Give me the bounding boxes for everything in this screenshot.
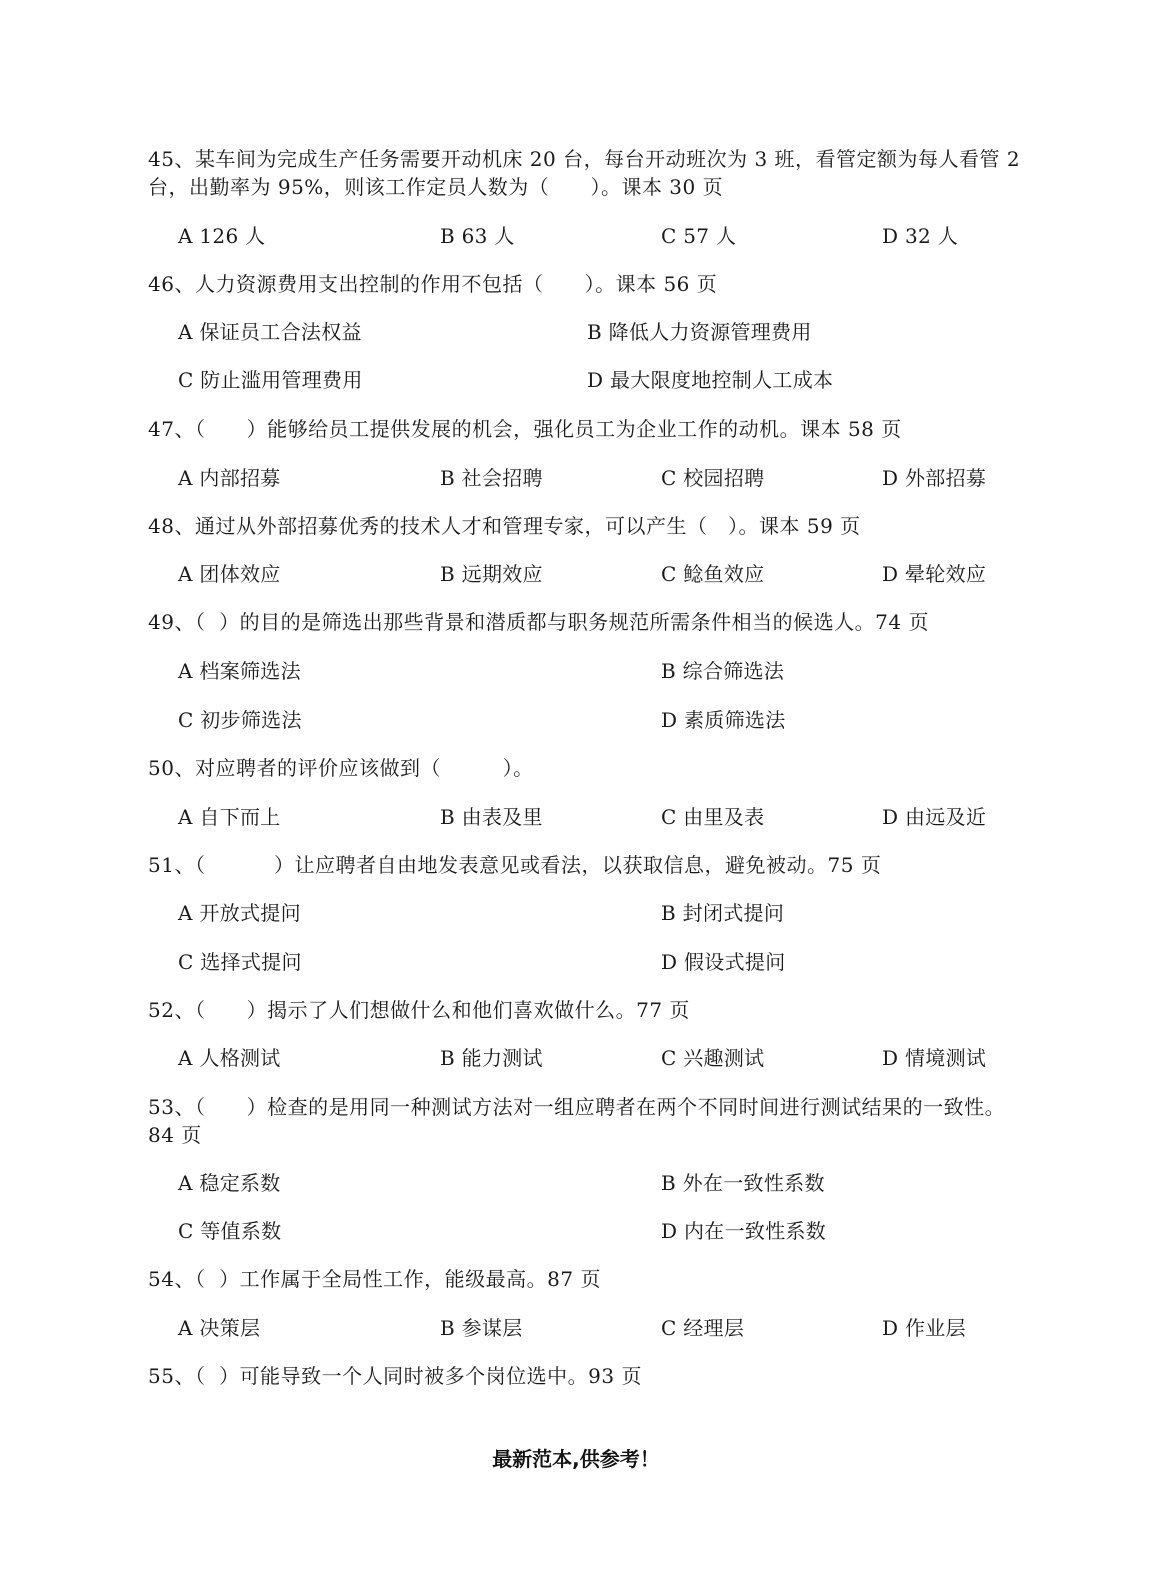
option-47-b: B 社会招聘 — [440, 466, 543, 490]
option-47-d: D 外部招募 — [882, 466, 987, 490]
question-46: 46、人力资源费用支出控制的作用不包括（ ）。课本 56 页 — [148, 272, 718, 296]
option-45-b: B 63 人 — [440, 224, 515, 248]
option-49-d: D 素质筛选法 — [661, 708, 786, 732]
option-49-c: C 初步筛选法 — [178, 708, 302, 732]
option-47-a: A 内部招募 — [178, 466, 281, 490]
option-53-b: B 外在一致性系数 — [661, 1171, 825, 1195]
question-52: 52、（ ）揭示了人们想做什么和他们喜欢做什么。77 页 — [148, 998, 690, 1022]
option-48-b: B 远期效应 — [440, 562, 543, 586]
option-48-d: D 晕轮效应 — [882, 562, 987, 586]
option-46-a: A 保证员工合法权益 — [178, 320, 362, 344]
option-51-b: B 封闭式提问 — [661, 901, 785, 925]
option-45-d: D 32 人 — [882, 224, 958, 248]
option-51-d: D 假设式提问 — [661, 950, 786, 974]
option-50-d: D 由远及近 — [882, 805, 987, 829]
option-54-c: C 经理层 — [661, 1316, 745, 1340]
option-49-a: A 档案筛选法 — [178, 659, 301, 683]
option-45-a: A 126 人 — [178, 224, 266, 248]
option-48-c: C 鲶鱼效应 — [661, 562, 765, 586]
option-51-a: A 开放式提问 — [178, 901, 301, 925]
option-54-b: B 参谋层 — [440, 1316, 523, 1340]
option-52-b: B 能力测试 — [440, 1046, 543, 1070]
page-footer: 最新范本,供参考！ — [492, 1447, 660, 1471]
question-45: 45、某车间为完成生产任务需要开动机床 20 台，每台开动班次为 3 班，看管定额为每人看管 2 台，出勤率为 95%，则该工作定员人数为（ ）。课本 30 页 — [148, 147, 1027, 199]
option-46-c: C 防止滥用管理费用 — [178, 368, 363, 392]
question-50: 50、对应聘者的评价应该做到（ ）。 — [148, 756, 534, 780]
option-54-d: D 作业层 — [882, 1316, 966, 1340]
option-47-c: C 校园招聘 — [661, 466, 765, 490]
option-50-a: A 自下而上 — [178, 805, 281, 829]
option-45-c: C 57 人 — [661, 224, 737, 248]
question-49: 49、（ ）的目的是筛选出那些背景和潜质都与职务规范所需条件相当的候选人。74 页 — [148, 610, 929, 634]
option-52-d: D 情境测试 — [882, 1046, 987, 1070]
question-48: 48、通过从外部招募优秀的技术人才和管理专家，可以产生（ ）。课本 59 页 — [148, 514, 861, 538]
question-47: 47、（ ）能够给员工提供发展的机会，强化员工为企业工作的动机。课本 58 页 — [148, 417, 902, 441]
option-48-a: A 团体效应 — [178, 562, 281, 586]
option-49-b: B 综合筛选法 — [661, 659, 785, 683]
option-46-b: B 降低人力资源管理费用 — [587, 320, 812, 344]
option-54-a: A 决策层 — [178, 1316, 261, 1340]
question-53: 53、（ ）检查的是用同一种测试方法对一组应聘者在两个不同时间进行测试结果的一致性。84 页 — [148, 1095, 1006, 1147]
question-55: 55、（ ）可能导致一个人同时被多个岗位选中。93 页 — [148, 1364, 642, 1388]
question-54: 54、（ ）工作属于全局性工作，能级最高。87 页 — [148, 1267, 601, 1291]
option-53-c: C 等值系数 — [178, 1219, 282, 1243]
option-52-c: C 兴趣测试 — [661, 1046, 765, 1070]
option-53-a: A 稳定系数 — [178, 1171, 281, 1195]
option-52-a: A 人格测试 — [178, 1046, 281, 1070]
option-51-c: C 选择式提问 — [178, 950, 302, 974]
option-50-c: C 由里及表 — [661, 805, 765, 829]
option-53-d: D 内在一致性系数 — [661, 1219, 827, 1243]
question-51: 51、（ ）让应聘者自由地发表意见或看法，以获取信息，避免被动。75 页 — [148, 853, 882, 877]
option-46-d: D 最大限度地控制人工成本 — [587, 368, 834, 392]
option-50-b: B 由表及里 — [440, 805, 543, 829]
